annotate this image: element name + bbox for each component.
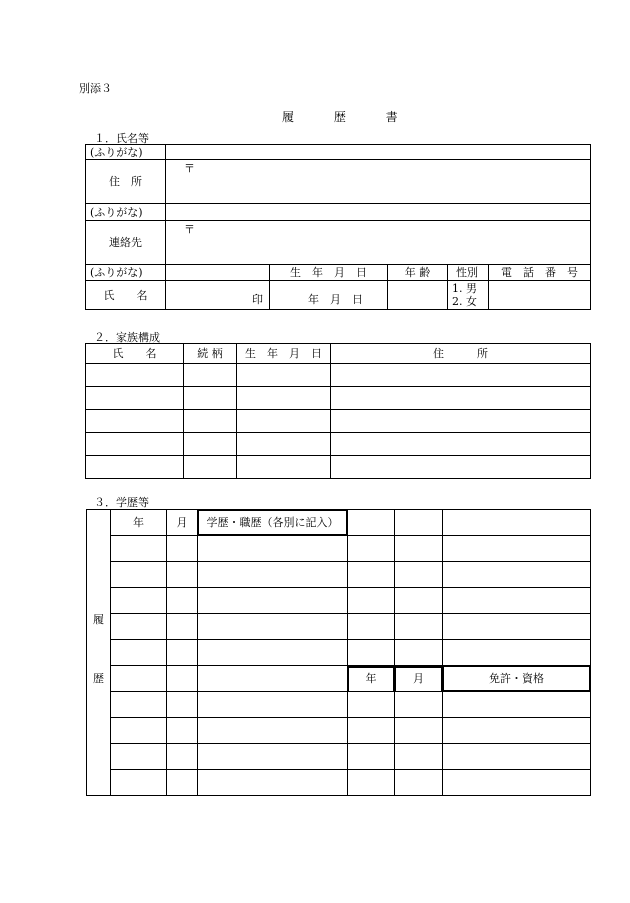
birth-field[interactable] [270,281,388,310]
gender-male-option[interactable]: 1. 男 [452,281,477,295]
section1-heading: １．氏名等 [94,132,149,145]
history-side-label [87,510,111,796]
history-cell[interactable] [348,718,395,744]
table-row [87,614,591,640]
address-field[interactable] [166,160,591,204]
family-cell[interactable] [86,433,184,456]
history-cell[interactable] [167,666,198,692]
family-cell[interactable] [237,433,331,456]
history-cell[interactable] [348,562,395,588]
family-cell[interactable] [237,410,331,433]
history-cell[interactable] [198,718,348,744]
table-row [87,692,591,718]
history-cell[interactable] [111,562,167,588]
history-cell[interactable] [167,588,198,614]
age-field[interactable] [388,281,448,310]
history-cell[interactable] [443,614,591,640]
contact-label: 連絡先 [86,221,166,265]
history-cell[interactable] [167,718,198,744]
history-cell[interactable] [395,640,443,666]
history-cell[interactable] [395,744,443,770]
side-label-2: 歴 [93,672,104,685]
address-label: 住 所 [86,160,166,204]
table-row [87,562,591,588]
history-cell[interactable] [395,536,443,562]
history-cell[interactable] [348,588,395,614]
family-header-name: 氏 名 [86,344,184,364]
family-cell[interactable] [331,364,591,387]
history-cell[interactable] [167,562,198,588]
name-field[interactable] [166,281,270,310]
table-row [87,640,591,666]
family-cell[interactable] [184,433,237,456]
name-furigana-field[interactable] [166,265,270,281]
history-cell[interactable] [395,562,443,588]
page-title: 履 歴 書 [282,110,416,124]
postal-mark-contact: 〒 [184,223,195,236]
history-cell[interactable] [443,536,591,562]
history-cell[interactable] [198,614,348,640]
table-row [86,410,591,433]
license-header-qualification: 免許・資格 [443,666,591,692]
section2-heading: ２．家族構成 [94,331,160,344]
history-cell[interactable] [348,770,395,796]
history-cell[interactable] [443,640,591,666]
history-cell[interactable] [198,692,348,718]
history-cell[interactable] [198,640,348,666]
history-cell[interactable] [111,614,167,640]
history-cell[interactable] [443,718,591,744]
phone-header: 電 話 番 号 [489,265,591,281]
history-cell[interactable] [348,640,395,666]
family-cell[interactable] [86,456,184,479]
history-cell[interactable] [167,744,198,770]
table-row [87,770,591,796]
history-cell[interactable] [395,614,443,640]
postal-mark: 〒 [184,162,195,175]
license-header-year: 年 [348,666,395,692]
section3-heading: ３．学歴等 [94,496,149,509]
history-header-month: 月 [167,510,198,536]
history-cell[interactable] [395,510,443,536]
attachment-label: 別添３ [79,82,112,95]
history-cell[interactable] [395,718,443,744]
family-cell[interactable] [184,364,237,387]
history-cell[interactable] [348,692,395,718]
history-cell[interactable] [395,692,443,718]
history-cell[interactable] [348,536,395,562]
family-cell[interactable] [237,364,331,387]
family-cell[interactable] [237,456,331,479]
history-cell[interactable] [167,692,198,718]
name-label: 氏 名 [86,281,166,310]
family-header-address: 住 所 [331,344,591,364]
license-header-month: 月 [395,666,443,692]
history-cell[interactable] [167,640,198,666]
history-table [86,509,591,796]
age-header: 年 齢 [388,265,448,281]
furigana-label-name: (ふりがな) [86,265,166,281]
table-row [87,718,591,744]
table-row [87,536,591,562]
table-row [86,387,591,410]
table-row [87,666,591,692]
family-cell[interactable] [331,433,591,456]
family-cell[interactable] [86,410,184,433]
furigana-label-address: (ふりがな) [86,145,166,160]
history-cell[interactable] [348,510,395,536]
family-cell[interactable] [184,387,237,410]
table-row [86,364,591,387]
furigana-label-contact: (ふりがな) [86,204,166,221]
history-cell[interactable] [348,614,395,640]
contact-furigana-field[interactable] [166,204,591,221]
history-cell[interactable] [443,692,591,718]
history-cell[interactable] [443,562,591,588]
history-cell[interactable] [167,770,198,796]
table-row [87,744,591,770]
history-header-career: 学歴・職歴（各別に記入） [198,510,348,536]
history-cell[interactable] [198,562,348,588]
history-cell[interactable] [198,770,348,796]
history-cell[interactable] [443,588,591,614]
family-table [85,343,591,479]
history-cell[interactable] [443,510,591,536]
history-cell[interactable] [111,666,167,692]
phone-field[interactable] [489,281,591,310]
gender-header: 性別 [448,265,489,281]
history-cell[interactable] [198,744,348,770]
family-cell[interactable] [184,410,237,433]
history-cell[interactable] [443,770,591,796]
table-row [86,456,591,479]
history-cell[interactable] [395,770,443,796]
history-cell[interactable] [443,744,591,770]
history-cell[interactable] [198,666,348,692]
history-cell[interactable] [111,718,167,744]
history-cell[interactable] [111,692,167,718]
seal-mark: 印 [252,293,263,306]
table-row [86,433,591,456]
gender-female-option[interactable]: 2. 女 [452,295,477,308]
history-cell[interactable] [348,744,395,770]
family-cell[interactable] [331,387,591,410]
history-cell[interactable] [111,588,167,614]
history-cell[interactable] [395,588,443,614]
family-header-birth: 生 年 月 日 [237,344,331,364]
history-cell[interactable] [111,744,167,770]
birth-value: 年 月 日 [308,293,363,306]
family-cell[interactable] [237,387,331,410]
family-cell[interactable] [184,456,237,479]
history-header-year: 年 [111,510,167,536]
history-cell[interactable] [167,536,198,562]
family-cell[interactable] [86,387,184,410]
side-label-1: 履 [93,613,104,626]
history-cell[interactable] [167,614,198,640]
family-cell[interactable] [331,410,591,433]
personal-info-table [85,144,591,310]
family-header-relation: 続 柄 [184,344,237,364]
address-furigana-field[interactable] [166,145,591,160]
history-cell[interactable] [111,536,167,562]
history-cell[interactable] [111,640,167,666]
table-row [87,588,591,614]
contact-field[interactable] [166,221,591,265]
history-cell[interactable] [111,770,167,796]
family-cell[interactable] [331,456,591,479]
gender-field[interactable] [448,281,489,310]
history-cell[interactable] [198,536,348,562]
birth-header: 生 年 月 日 [270,265,388,281]
family-cell[interactable] [86,364,184,387]
history-cell[interactable] [198,588,348,614]
